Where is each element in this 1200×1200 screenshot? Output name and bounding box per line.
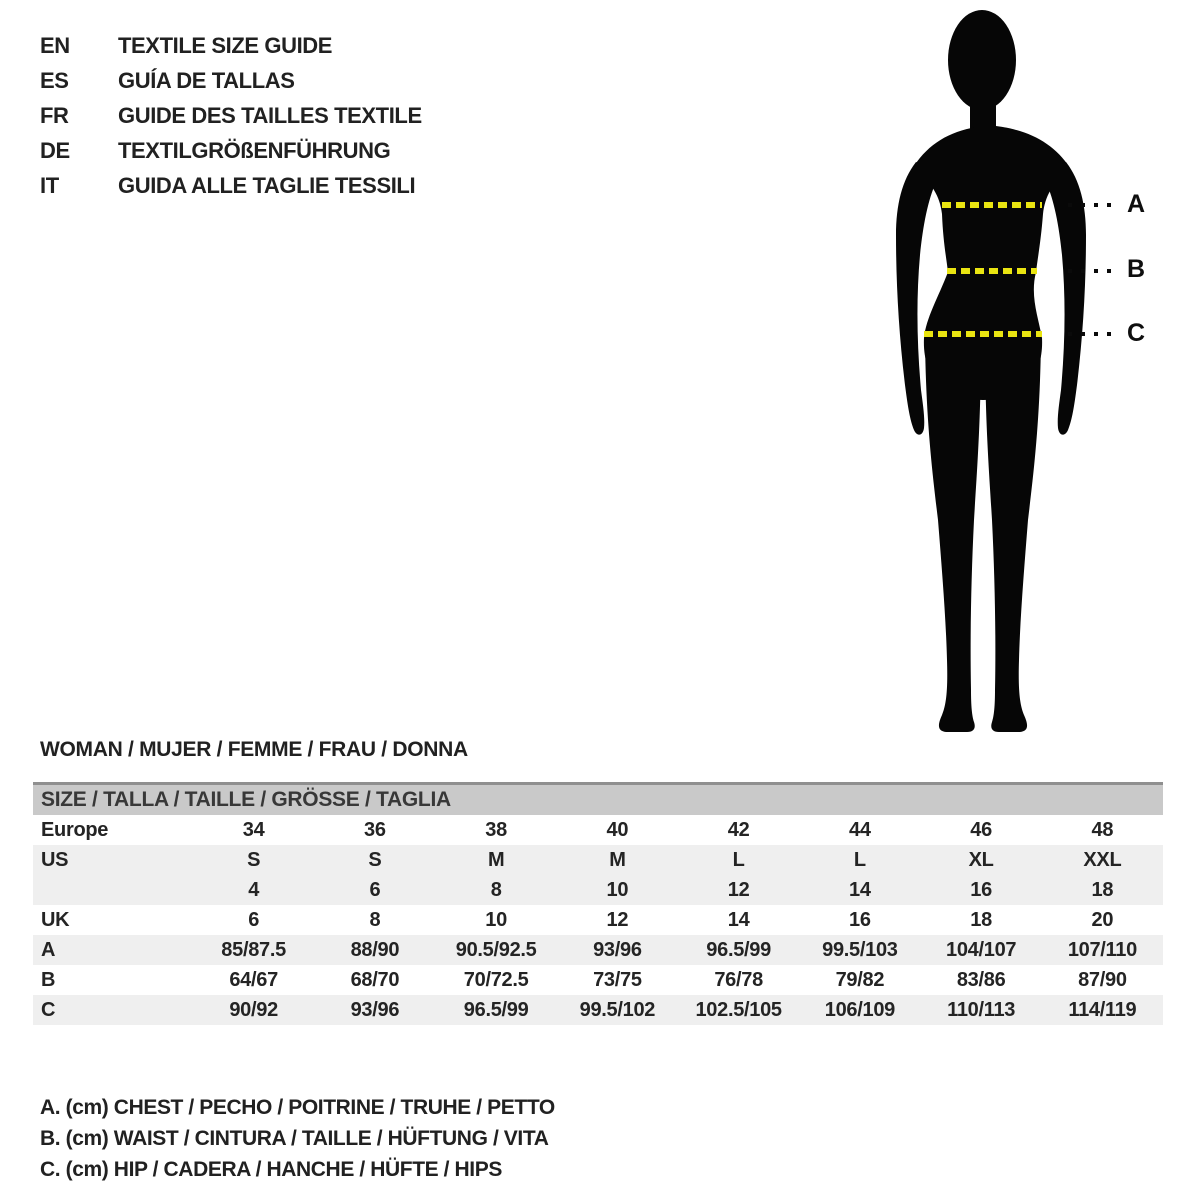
- size-value: 93/96: [350, 998, 400, 1021]
- size-value: 73/75: [593, 968, 642, 991]
- measure-label-chest: A: [1127, 190, 1146, 218]
- size-value: 48: [1091, 818, 1114, 841]
- guide-title: TEXTILE SIZE GUIDE: [118, 32, 333, 58]
- size-value: 79/82: [835, 968, 885, 991]
- size-value: 102.5/105: [695, 998, 782, 1021]
- size-value: 46: [970, 818, 992, 841]
- measure-label-hip: C: [1127, 319, 1146, 347]
- size-value: 106/109: [824, 998, 895, 1021]
- woman-silhouette-graphic: [880, 0, 1160, 740]
- language-code: IT: [40, 172, 59, 198]
- size-value: M: [487, 848, 505, 871]
- size-value: 110/113: [947, 998, 1016, 1021]
- row-label: C: [41, 998, 56, 1021]
- row-label: A: [41, 938, 56, 961]
- size-value: XL: [968, 848, 994, 871]
- language-code: ES: [40, 67, 69, 93]
- table-row: [33, 845, 1163, 875]
- language-list: [40, 28, 422, 203]
- table-row: [33, 935, 1163, 965]
- size-value: M: [609, 848, 626, 871]
- size-value: 114/119: [1068, 998, 1137, 1021]
- measure-label-waist: B: [1127, 255, 1146, 283]
- size-value: 96.5/99: [463, 998, 529, 1021]
- size-value: 8: [490, 878, 502, 901]
- table-row: [33, 875, 1163, 905]
- row-label: US: [41, 848, 69, 871]
- size-value: 107/110: [1067, 938, 1137, 961]
- size-value: 96.5/99: [706, 938, 771, 961]
- size-value: 38: [485, 818, 507, 841]
- size-value: L: [853, 848, 866, 871]
- row-label: UK: [41, 908, 70, 931]
- measurement-legend: [40, 1092, 555, 1185]
- size-value: 18: [1091, 878, 1114, 901]
- size-value: 10: [485, 908, 507, 931]
- table-row: [33, 965, 1163, 995]
- size-value: 12: [727, 878, 750, 901]
- woman-silhouette: [896, 10, 1086, 732]
- size-value: 8: [369, 908, 381, 931]
- size-value: 20: [1091, 908, 1114, 931]
- language-row: [40, 133, 422, 168]
- size-value: 90/92: [229, 998, 278, 1021]
- legend-line: A. (cm) CHEST / PECHO / POITRINE / TRUHE / PETTO: [40, 1095, 555, 1119]
- size-value: L: [732, 848, 745, 871]
- guide-title: GUIDA ALLE TAGLIE TESSILI: [118, 172, 416, 198]
- guide-title: GUIDE DES TAILLES TEXTILE: [118, 102, 422, 128]
- size-value: 68/70: [350, 968, 400, 991]
- language-row: [40, 168, 422, 203]
- size-value: 104/107: [946, 938, 1017, 961]
- size-value: 44: [849, 818, 871, 841]
- size-value: XXL: [1083, 848, 1122, 871]
- size-value: 90.5/92.5: [455, 938, 537, 961]
- size-value: 34: [242, 818, 265, 841]
- language-row: [40, 98, 422, 133]
- size-value: 16: [849, 908, 871, 931]
- size-value: 36: [364, 818, 386, 841]
- size-value: S: [247, 848, 261, 871]
- size-value: 85/87.5: [221, 938, 286, 961]
- legend-line: C. (cm) HIP / CADERA / HANCHE / HÜFTE / HIPS: [40, 1157, 502, 1181]
- size-value: 88/90: [350, 938, 400, 961]
- language-row: [40, 63, 422, 98]
- size-table: [33, 782, 1163, 1025]
- guide-title: GUÍA DE TALLAS: [118, 67, 295, 93]
- size-value: 14: [727, 908, 750, 931]
- table-row: [33, 995, 1163, 1025]
- language-row: [40, 28, 422, 63]
- size-value: 18: [970, 908, 992, 931]
- size-table-header: SIZE / TALLA / TAILLE / GRÖSSE / TAGLIA: [33, 782, 1163, 815]
- size-value: 64/67: [229, 968, 278, 991]
- legend-line: B. (cm) WAIST / CINTURA / TAILLE / HÜFTUNG / VITA: [40, 1126, 549, 1150]
- size-value: 14: [849, 878, 871, 901]
- size-value: 93/96: [593, 938, 642, 961]
- size-value: 6: [248, 908, 260, 931]
- language-code: DE: [40, 137, 70, 163]
- size-value: 76/78: [714, 968, 763, 991]
- size-value: 40: [606, 818, 629, 841]
- guide-title: TEXTILGRÖßENFÜHRUNG: [118, 137, 391, 163]
- row-label: Europe: [41, 818, 109, 841]
- size-value: 99.5/102: [579, 998, 656, 1021]
- table-row: [33, 815, 1163, 845]
- row-label: B: [41, 968, 56, 991]
- table-row: [33, 905, 1163, 935]
- size-value: 87/90: [1078, 968, 1127, 991]
- language-code: FR: [40, 102, 69, 128]
- size-value: 70/72.5: [463, 968, 529, 991]
- size-table-body: [33, 815, 1163, 1025]
- language-code: EN: [40, 32, 70, 58]
- size-value: 12: [606, 908, 629, 931]
- size-value: 83/86: [956, 968, 1006, 991]
- size-value: 42: [727, 818, 750, 841]
- body-measurement-figure: [880, 0, 1160, 740]
- size-value: 6: [369, 878, 381, 901]
- size-value: 99.5/103: [822, 938, 898, 961]
- size-value: 10: [606, 878, 629, 901]
- section-title: WOMAN / MUJER / FEMME / FRAU / DONNA: [40, 738, 468, 761]
- size-value: S: [368, 848, 382, 871]
- size-value: 4: [248, 878, 260, 901]
- size-value: 16: [970, 878, 992, 901]
